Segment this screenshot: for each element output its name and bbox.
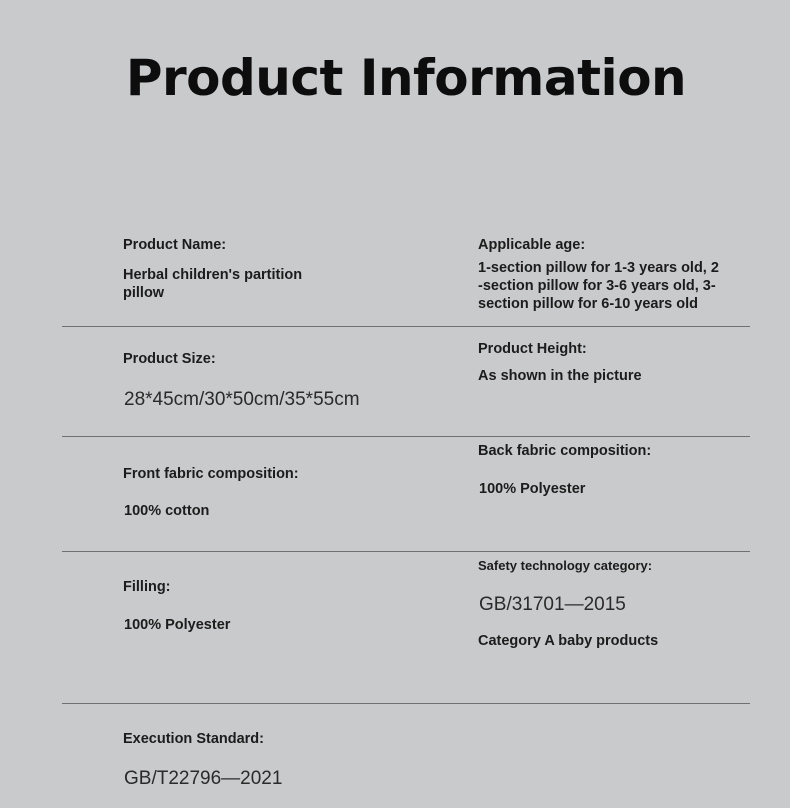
row-divider-3 bbox=[62, 551, 750, 552]
product-height-label: Product Height: bbox=[478, 341, 587, 357]
applicable-age-line2: -section pillow for 3-6 years old, 3- bbox=[478, 278, 716, 294]
front-fabric-label: Front fabric composition: bbox=[123, 466, 299, 482]
safety-category-label: Safety technology category: bbox=[478, 558, 653, 573]
row-divider-1 bbox=[62, 326, 750, 327]
product-name-value-line2: pillow bbox=[123, 285, 165, 301]
filling-value: 100% Polyester bbox=[124, 617, 231, 633]
execution-standard-label: Execution Standard: bbox=[123, 731, 264, 747]
execution-standard-value: GB/T22796—2021 bbox=[124, 768, 283, 789]
product-name-label: Product Name: bbox=[123, 237, 227, 253]
page-title: Product Information bbox=[125, 49, 687, 107]
safety-category-value: Category A baby products bbox=[478, 633, 659, 649]
row-divider-4 bbox=[62, 703, 750, 704]
applicable-age-line1: 1-section pillow for 1-3 years old, 2 bbox=[478, 260, 719, 276]
back-fabric-value: 100% Polyester bbox=[479, 481, 586, 497]
product-size-value: 28*45cm/30*50cm/35*55cm bbox=[124, 389, 360, 410]
applicable-age-line3: section pillow for 6-10 years old bbox=[478, 296, 698, 312]
applicable-age-label: Applicable age: bbox=[478, 237, 586, 253]
safety-standard-value: GB/31701—2015 bbox=[479, 594, 626, 615]
product-name-value-line1: Herbal children's partition bbox=[123, 267, 303, 283]
product-height-value: As shown in the picture bbox=[478, 368, 642, 384]
front-fabric-value: 100% cotton bbox=[124, 503, 210, 519]
product-size-label: Product Size: bbox=[123, 351, 216, 367]
row-divider-2 bbox=[62, 436, 750, 437]
filling-label: Filling: bbox=[123, 579, 171, 595]
back-fabric-label: Back fabric composition: bbox=[478, 443, 652, 459]
